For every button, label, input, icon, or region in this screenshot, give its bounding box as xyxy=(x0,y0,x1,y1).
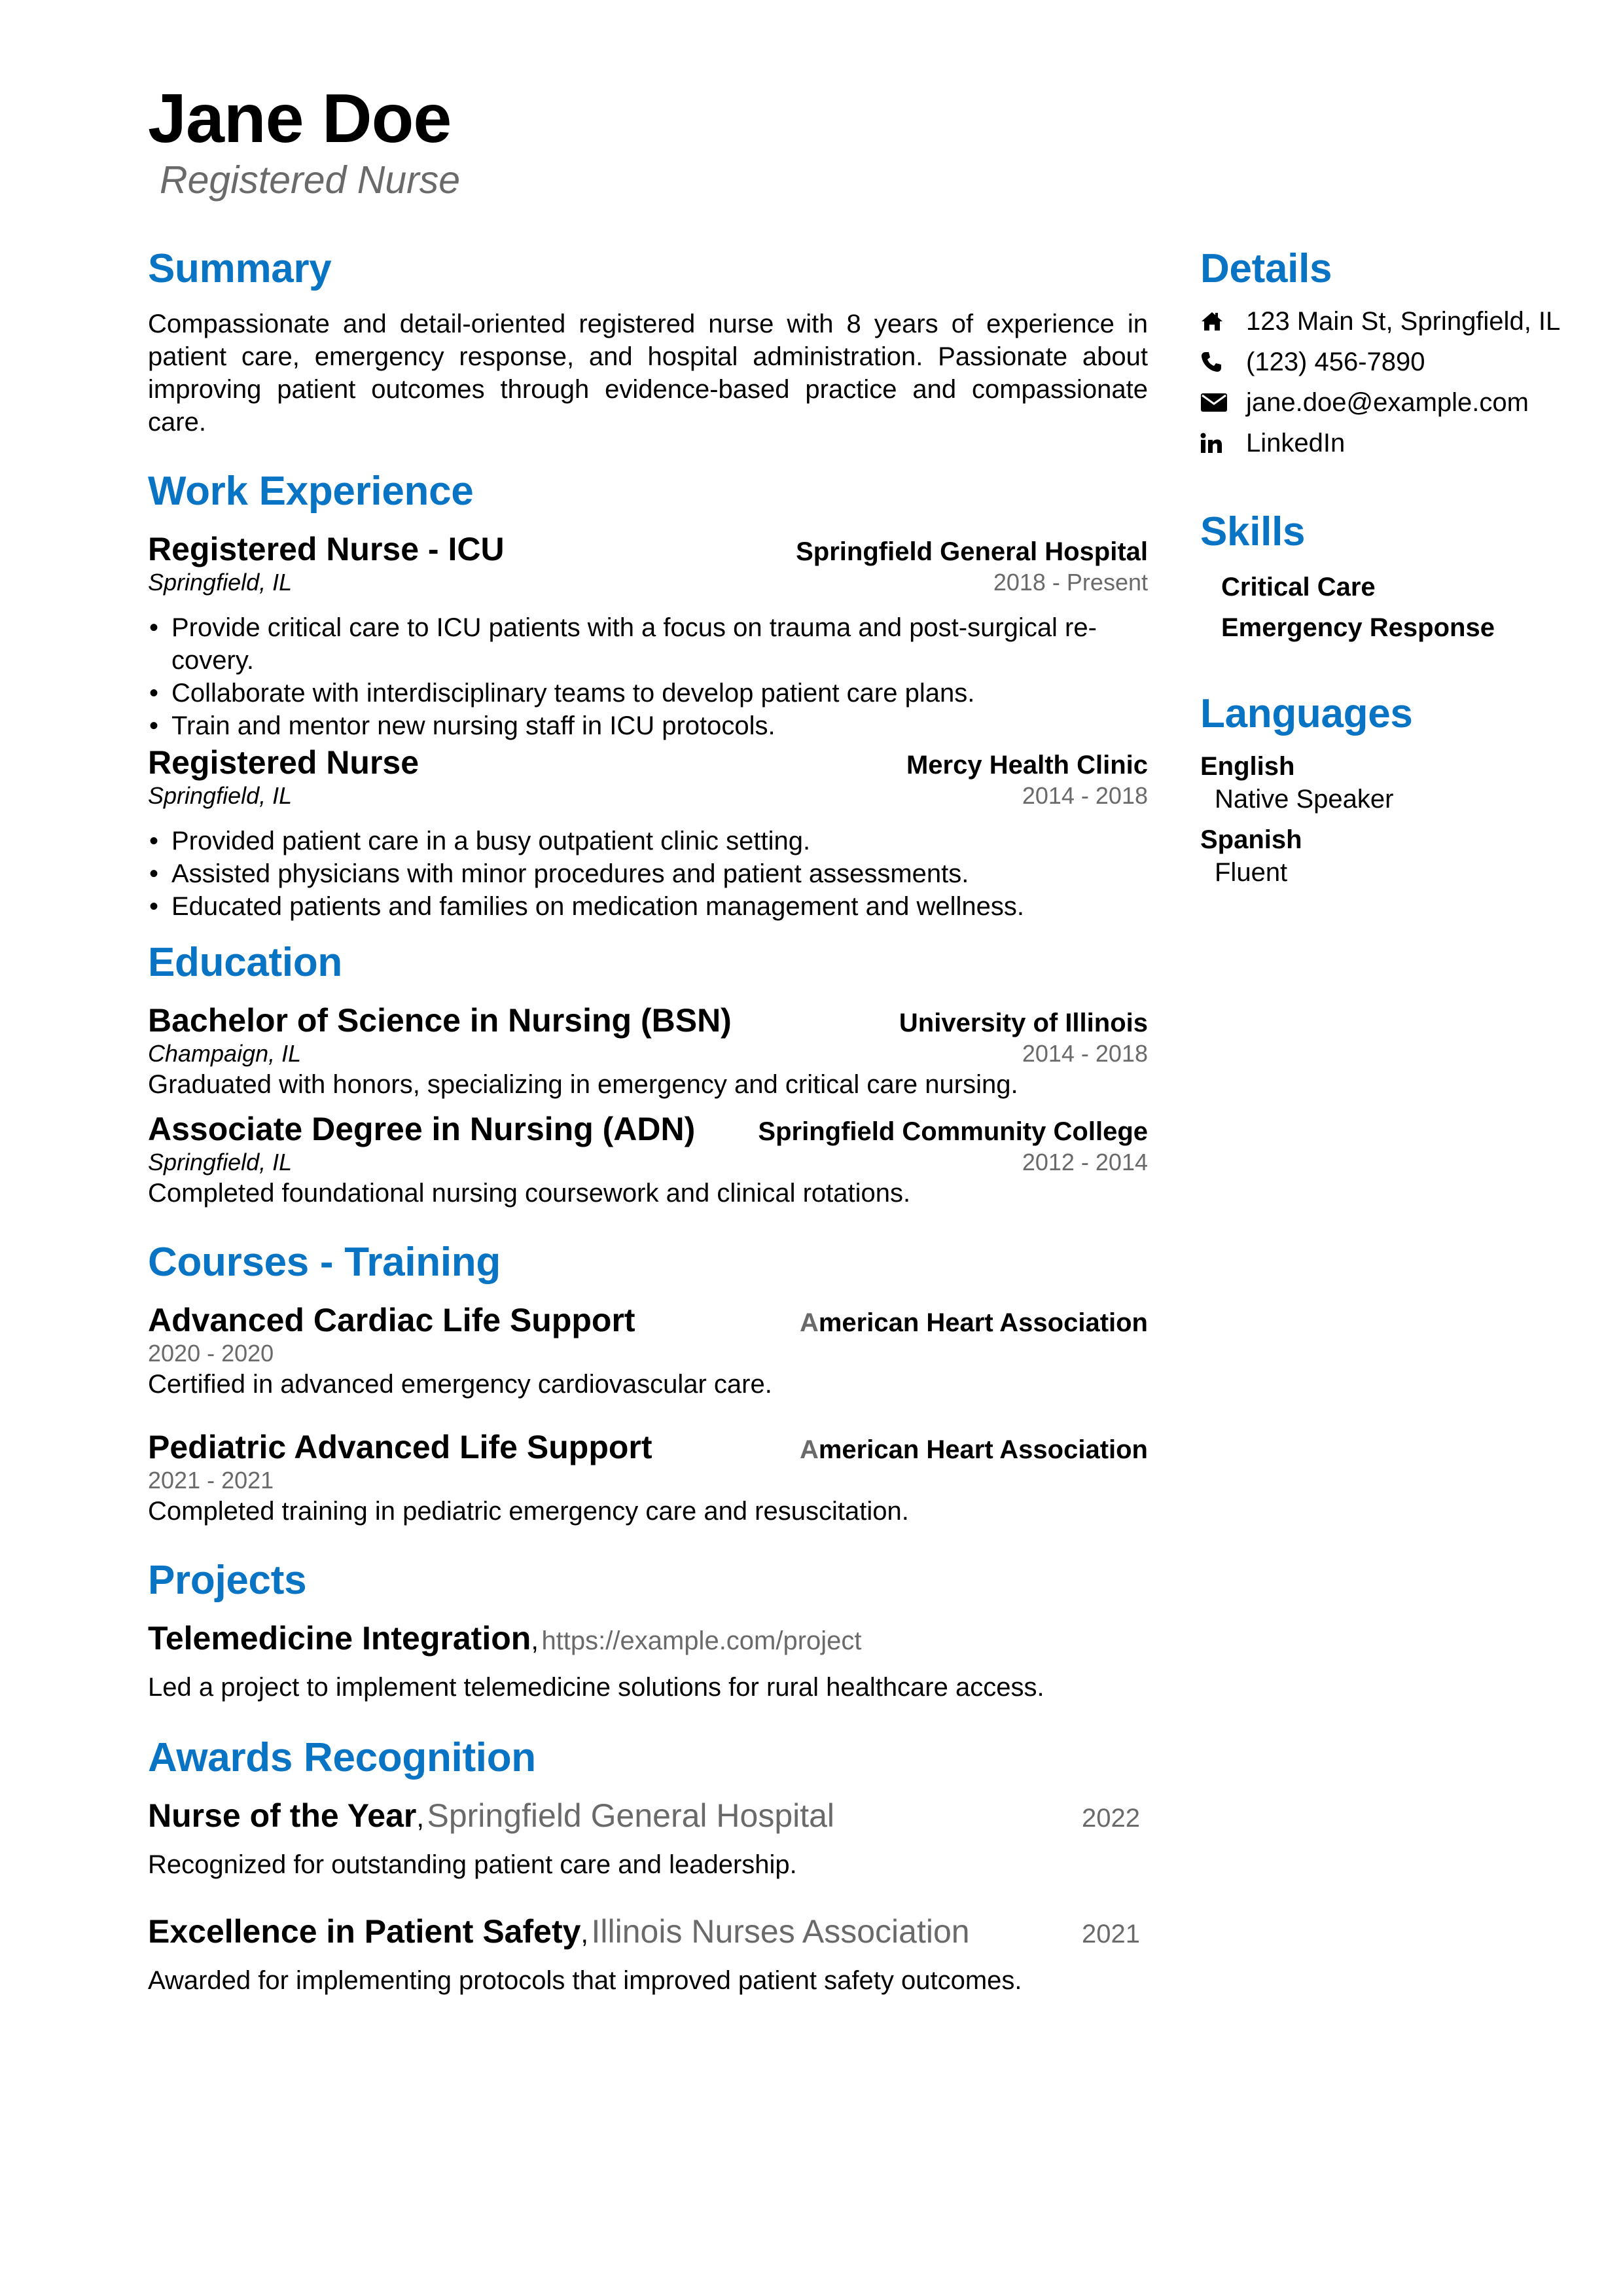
project-name: Telemedicine Integration xyxy=(148,1620,531,1657)
course-note: Certified in advanced emergency cardiovascular care. xyxy=(148,1370,772,1399)
course-name: Advanced Cardiac Life Support xyxy=(148,1302,635,1338)
award-note: Recognized for outstanding patient care and leadership. xyxy=(148,1850,797,1879)
award-entry xyxy=(148,1914,1148,1997)
education-dates: 2012 - 2014 xyxy=(1022,1149,1148,1175)
project-entry xyxy=(148,1621,1148,1704)
phone-icon xyxy=(1200,349,1229,375)
main-column xyxy=(148,246,1148,1997)
job-entry xyxy=(148,745,1148,923)
award-year: 2022 xyxy=(1082,1804,1140,1833)
course-note: Completed training in pediatric emergency care and resuscitation. xyxy=(148,1497,909,1526)
details-title: Details xyxy=(1200,246,1332,291)
summary-text: Compassionate and detail-oriented registered nurse with 8 years of experience in patient care, emergency response, and hospital administration. Passionate about improving patient outcomes through evidence-based practice and compassionate care. xyxy=(148,310,1148,437)
courses-section xyxy=(148,1242,1148,1528)
course-name: Pediatric Advanced Life Support xyxy=(148,1429,652,1465)
work-title: Work Experience xyxy=(148,469,474,514)
project-note: Led a project to implement telemedicine solutions for rural healthcare access. xyxy=(148,1673,1044,1702)
education-section xyxy=(148,942,1148,1210)
home-icon xyxy=(1200,308,1229,334)
language-name: Spanish xyxy=(1200,825,1302,854)
project-link[interactable]: https://example.com/project xyxy=(541,1626,862,1655)
job-entry xyxy=(148,531,1148,742)
detail-linkedin: LinkedIn xyxy=(1200,423,1593,463)
languages-section xyxy=(1200,691,1593,889)
sidebar-column xyxy=(1200,246,1593,889)
projects-section xyxy=(148,1560,1148,1704)
award-separator: , xyxy=(416,1802,425,1833)
job-title: Registered Nurse - ICU xyxy=(148,531,505,567)
education-entry xyxy=(148,1003,1148,1101)
languages-title: Languages xyxy=(1200,691,1413,736)
candidate-name: Jane Doe xyxy=(148,80,452,157)
job-location: Springfield, IL xyxy=(148,569,293,596)
skills-title: Skills xyxy=(1200,509,1306,554)
language-level: Fluent xyxy=(1215,858,1288,887)
candidate-role: Registered Nurse xyxy=(160,158,461,202)
skill-item: Emergency Response xyxy=(1221,613,1495,642)
award-note: Awarded for implementing protocols that improved patient safety outcomes. xyxy=(148,1966,1022,1995)
envelope-icon xyxy=(1200,389,1229,416)
language-name: English xyxy=(1200,752,1295,781)
courses-title: Courses - Training xyxy=(148,1240,501,1285)
school-location: Springfield, IL xyxy=(148,1149,293,1175)
summary-title: Summary xyxy=(148,246,332,291)
education-title: Education xyxy=(148,940,342,985)
skill-item: Critical Care xyxy=(1221,573,1376,601)
detail-phone: (123) 456-7890 xyxy=(1200,342,1593,382)
award-separator: , xyxy=(580,1918,589,1948)
education-dates: 2014 - 2018 xyxy=(1022,1040,1148,1067)
awards-title: Awards Recognition xyxy=(148,1735,536,1780)
education-entry xyxy=(148,1111,1148,1210)
project-separator: , xyxy=(531,1624,539,1655)
education-note: Completed foundational nursing coursework and clinical rotations. xyxy=(148,1179,911,1208)
award-name: Nurse of the Year xyxy=(148,1797,417,1834)
job-title: Registered Nurse xyxy=(148,744,419,781)
language-level: Native Speaker xyxy=(1215,785,1394,814)
job-location: Springfield, IL xyxy=(148,782,293,809)
course-dates: 2021 - 2021 xyxy=(148,1467,274,1494)
linkedin-icon xyxy=(1200,430,1229,456)
job-bullet: • Provided patient care in a busy outpatient clinic setting. xyxy=(148,825,1148,857)
job-bullet: • Assisted physicians with minor procedures and patient assessments. xyxy=(148,857,1148,890)
degree-title: Associate Degree in Nursing (ADN) xyxy=(148,1111,696,1147)
work-section xyxy=(148,471,1148,923)
award-name: Excellence in Patient Safety xyxy=(148,1913,581,1950)
details-section xyxy=(1200,246,1593,463)
job-dates: 2018 - Present xyxy=(993,569,1148,596)
job-org: Mercy Health Clinic xyxy=(906,751,1148,780)
job-bullets xyxy=(148,825,1148,923)
skills-section xyxy=(1200,509,1593,648)
job-bullet: • Train and mentor new nursing staff in ICU protocols. xyxy=(148,709,1148,742)
award-entry xyxy=(148,1798,1148,1881)
job-dates: 2014 - 2018 xyxy=(1022,782,1148,809)
school-name: Springfield Community College xyxy=(758,1117,1148,1146)
awards-section xyxy=(148,1735,1148,1997)
school-name: University of Illinois xyxy=(899,1009,1148,1037)
course-org: American Heart Association xyxy=(799,1435,1148,1464)
award-org: Illinois Nurses Association xyxy=(591,1913,970,1950)
education-note: Graduated with honors, specializing in emergency and critical care nursing. xyxy=(148,1070,1018,1099)
job-bullet: • Collaborate with interdisciplinary teams to develop patient care plans. xyxy=(148,677,1148,709)
award-org: Springfield General Hospital xyxy=(427,1797,835,1834)
job-org: Springfield General Hospital xyxy=(796,537,1148,566)
detail-email: jane.doe@example.com xyxy=(1200,382,1593,423)
course-dates: 2020 - 2020 xyxy=(148,1340,274,1367)
course-org: American Heart Association xyxy=(799,1308,1148,1337)
course-entry xyxy=(148,1302,1148,1401)
school-location: Champaign, IL xyxy=(148,1040,302,1067)
job-bullets xyxy=(148,611,1148,742)
projects-title: Projects xyxy=(148,1558,307,1603)
job-bullet: • Educated patients and families on medication management and wellness. xyxy=(148,890,1148,923)
summary-section xyxy=(148,246,1148,439)
degree-title: Bachelor of Science in Nursing (BSN) xyxy=(148,1002,732,1039)
detail-address: 123 Main St, Springfield, IL xyxy=(1200,301,1593,342)
award-year: 2021 xyxy=(1082,1920,1140,1948)
course-entry xyxy=(148,1429,1148,1528)
job-bullet: • Provide critical care to ICU patients with a focus on trauma and post-surgical re- covery. xyxy=(148,611,1148,677)
